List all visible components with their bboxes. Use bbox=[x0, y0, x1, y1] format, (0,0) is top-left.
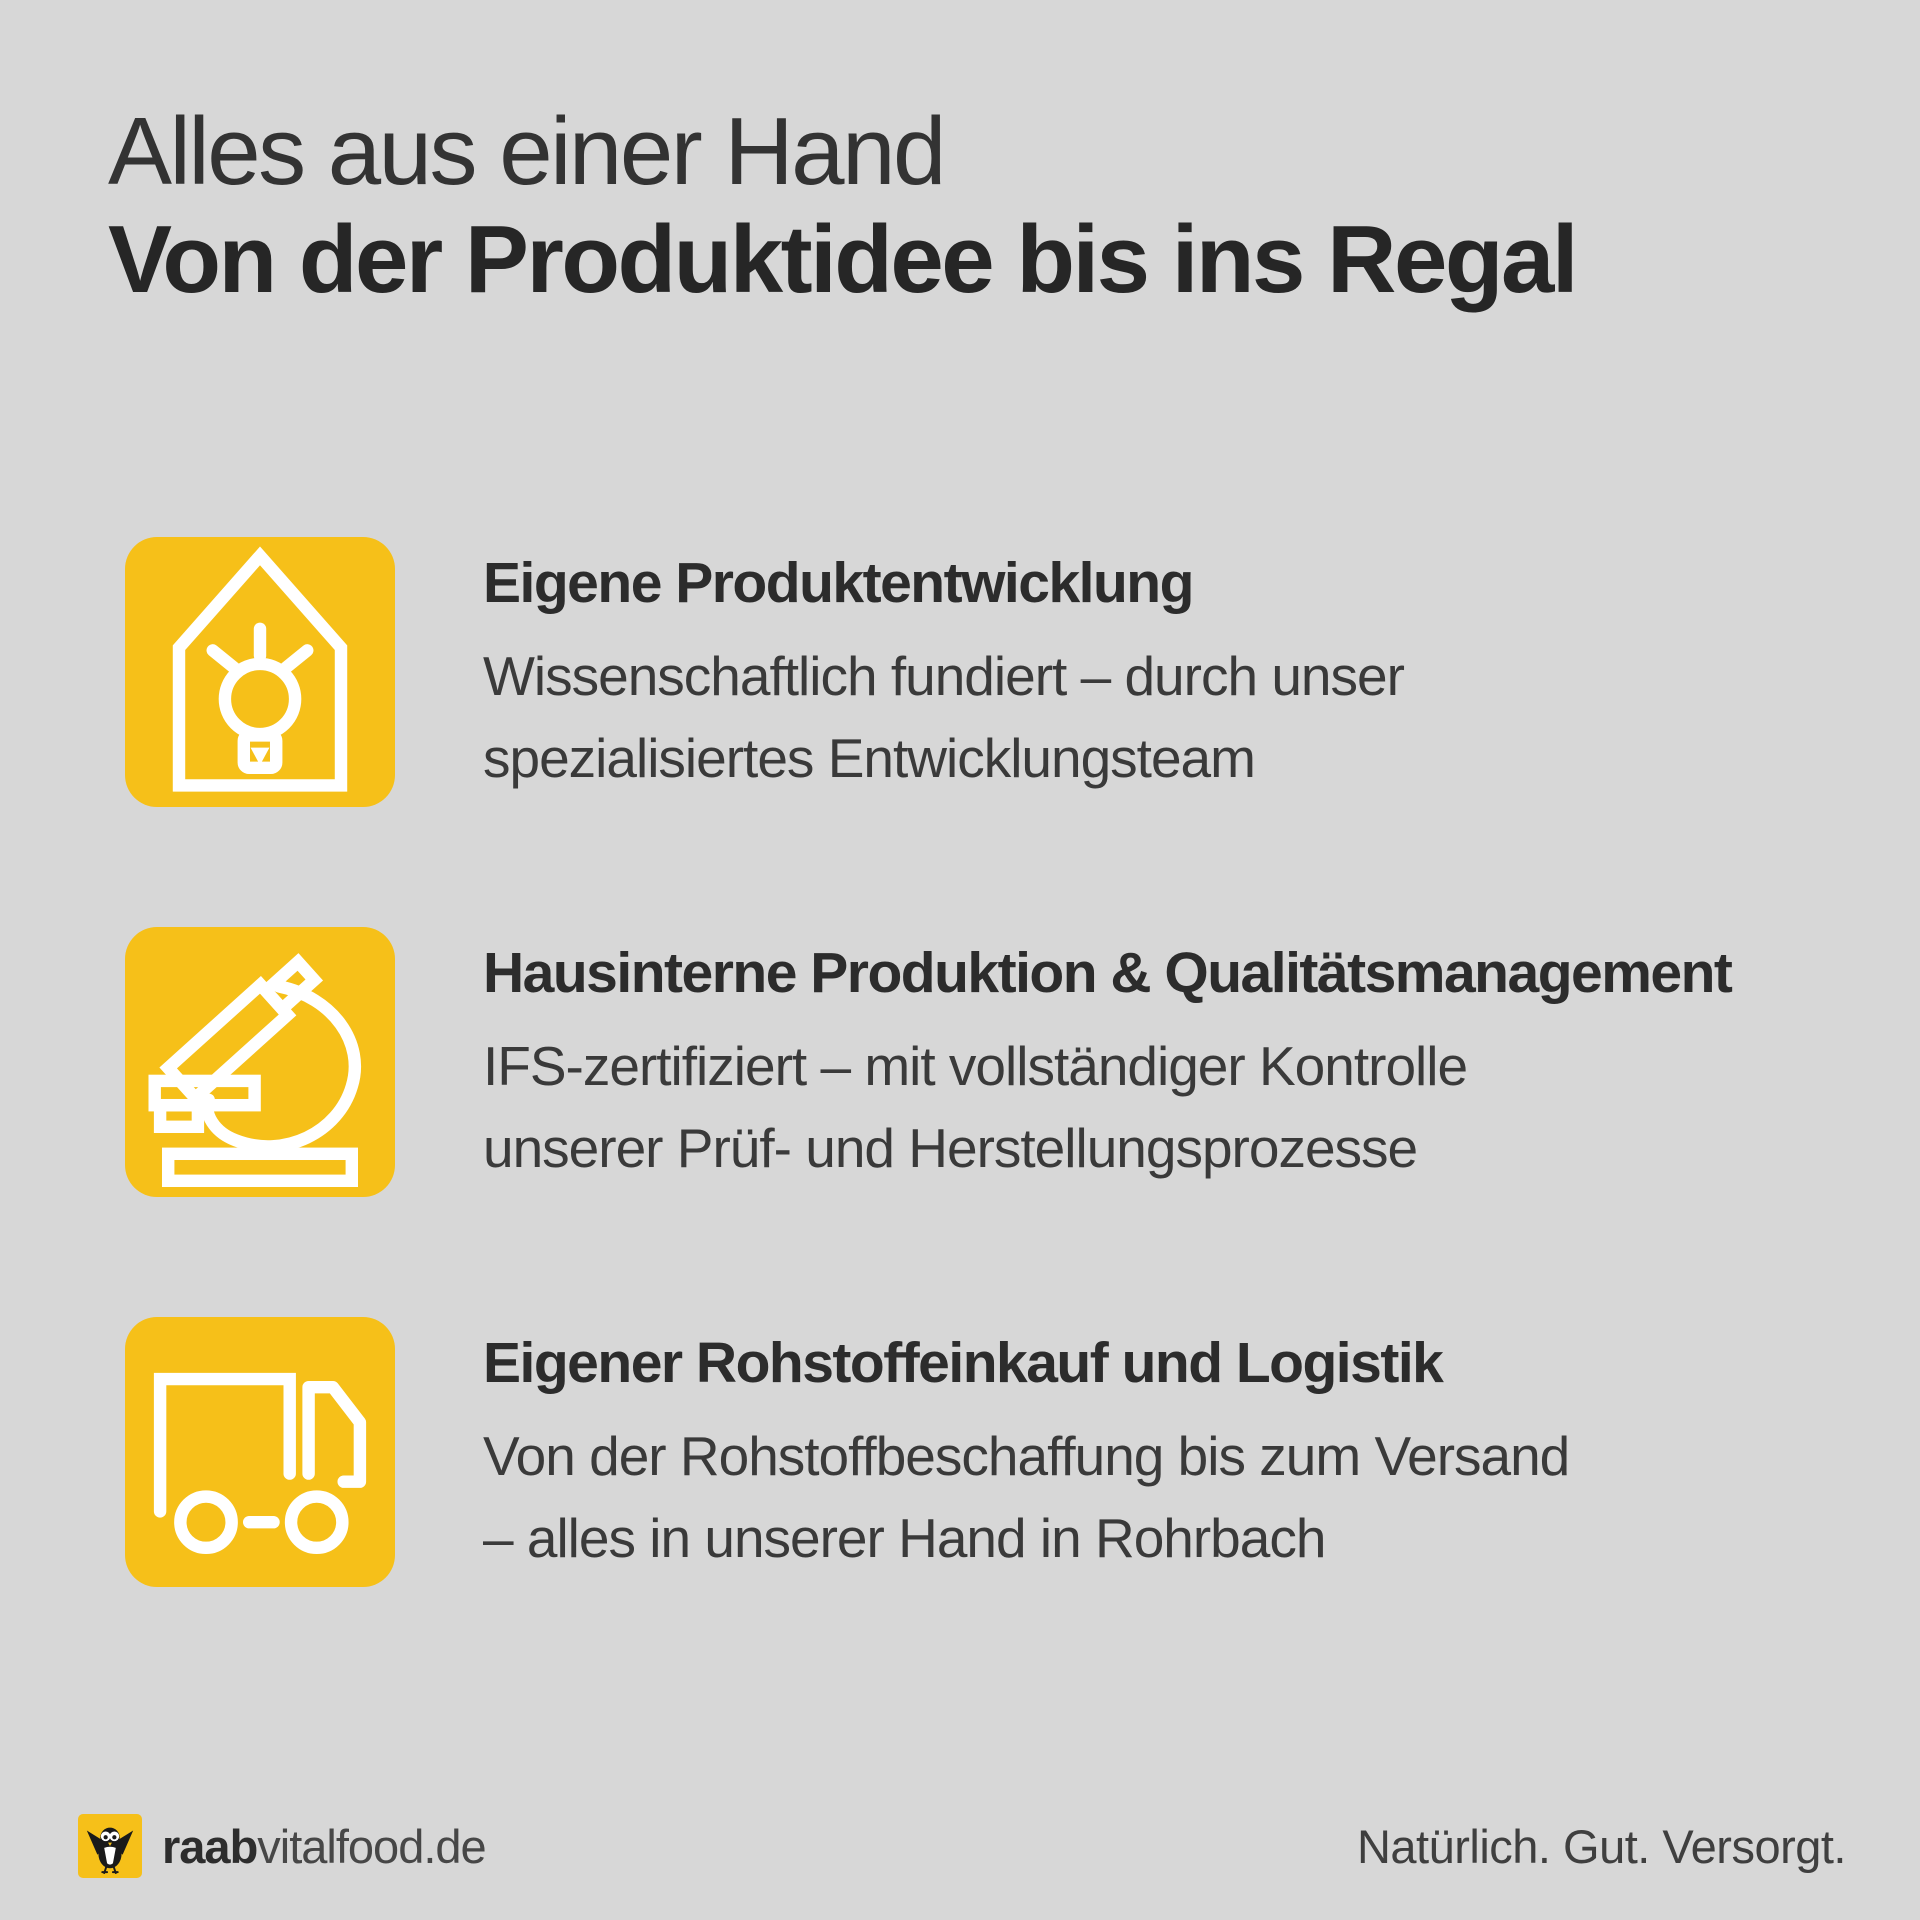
feature-heading: Eigener Rohstoffeinkauf und Logistik bbox=[483, 1331, 1443, 1395]
feature-body: Wissenschaftlich fundiert – durch unser spezialisiertes Entwicklungsteam bbox=[483, 644, 1404, 790]
truck-icon bbox=[125, 1317, 395, 1587]
icon-tile-production-quality bbox=[125, 927, 395, 1197]
tagline: Natürlich. Gut. Versorgt. bbox=[1356, 1819, 1846, 1873]
feature-text bbox=[483, 537, 1404, 800]
brand-domain: raabvitalfood.de bbox=[162, 1819, 486, 1873]
list-item bbox=[125, 1317, 1842, 1587]
icon-tile-logistics bbox=[125, 1317, 395, 1587]
feature-heading: Eigene Produktentwicklung bbox=[483, 551, 1193, 615]
footer bbox=[78, 1814, 1846, 1878]
feature-body: IFS-zertifiziert – mit vollständiger Kontrolle unserer Prüf- und Herstellungsprozesse bbox=[483, 1034, 1468, 1180]
icon-tile-product-development bbox=[125, 537, 395, 807]
microscope-icon bbox=[125, 927, 395, 1197]
page-title-line1: Alles aus einer Hand bbox=[108, 98, 944, 205]
brand-lockup bbox=[78, 1814, 486, 1878]
list-item bbox=[125, 927, 1842, 1197]
feature-list bbox=[125, 537, 1842, 1587]
list-item bbox=[125, 537, 1842, 807]
house-lightbulb-icon bbox=[125, 537, 395, 807]
brand-logo bbox=[78, 1814, 142, 1878]
page-title-line2: Von der Produktidee bis ins Regal bbox=[108, 205, 1577, 313]
feature-text bbox=[483, 927, 1731, 1190]
page-title bbox=[108, 100, 1840, 311]
feature-heading: Hausinterne Produktion & Qualitätsmanagement bbox=[483, 941, 1732, 1005]
bird-logo-icon bbox=[81, 1817, 139, 1875]
feature-body: Von der Rohstoffbeschaffung bis zum Versand – alles in unserer Hand in Rohrbach bbox=[483, 1424, 1570, 1570]
feature-text bbox=[483, 1317, 1569, 1580]
